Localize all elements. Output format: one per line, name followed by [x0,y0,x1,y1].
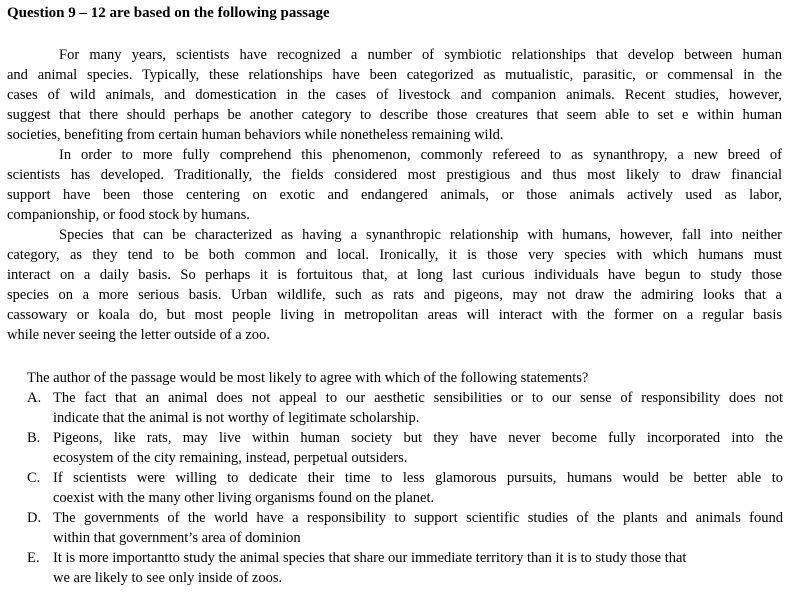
answer-choice-c[interactable] [27,468,783,508]
passage-heading: Question 9 – 12 are based on the following passage [7,5,330,21]
choice-line: The fact that an animal does not appeal to our aesthetic sensibilities or to our sense of responsibility does not [53,390,783,406]
paragraph-3 [7,225,782,345]
answer-choice-b[interactable] [27,428,783,468]
paragraph-1 [7,45,782,145]
question [27,368,783,588]
passage-line: and animal species. Typically, these relationships have been categorized as mutualistic, parasitic, or commensal in the [7,67,782,83]
passage-line: category, as they tend to be both common and local. Ironically, it is those very species with which humans must [7,247,782,263]
passage-line: In order to more fully comprehend this phenomenon, commonly refereed to as synanthropy, a new breed of [59,147,782,163]
passage [7,45,782,345]
choice-line: coexist with the many other living organisms found on the planet. [53,490,435,506]
choice-letter: B. [27,430,41,446]
choice-line: The governments of the world have a responsibility to support scientific studies of the plants and animals found [53,510,783,526]
choice-line: we are likely to see only inside of zoos. [53,570,283,586]
choice-text [53,508,783,548]
answer-choice-a[interactable] [27,388,783,428]
passage-line: support have been those centering on exotic and endangered animals, or those animals actively used as labor, [7,187,782,203]
answer-choice-d[interactable] [27,508,783,548]
choice-line: It is more importantto study the animal species that share our immediate territory than it is to study those that [53,550,687,566]
question-stem: The author of the passage would be most likely to agree with which of the following statements? [27,370,589,386]
passage-line: cassowary or koala do, but most people living in metropolitan areas will interact with the former on a regular basis [7,307,782,323]
choice-letter: A. [27,390,42,406]
passage-line: companionship, or food stock by humans. [7,207,250,223]
passage-line: while never seeing the letter outside of a zoo. [7,327,270,343]
choice-text [53,428,783,468]
passage-line: cases of wild animals, and domestication in the cases of livestock and companion animals. Recent studies, however, [7,87,782,103]
paragraph-2 [7,145,782,225]
choice-line: ecosystem of the city remaining, instead, perpetual outsiders. [53,450,408,466]
passage-line: scientists has developed. Traditionally, the fields considered most prestigious and thus most likely to draw financial [7,167,782,183]
choice-letter: D. [27,510,42,526]
choice-line: indicate that the animal is not worthy of legitimate scholarship. [53,410,420,426]
choice-letter: C. [27,470,41,486]
answer-choice-e[interactable] [27,548,783,588]
choice-text [53,548,783,588]
choice-line: If scientists were willing to dedicate their time to less glamorous pursuits, humans would be better able to [53,470,783,486]
choice-text [53,388,783,428]
passage-line: interact on a daily basis. So perhaps it is fortuitous that, at long last curious individuals have begun to study those [7,267,782,283]
passage-line: societies, benefiting from certain human behaviors while nonetheless remaining wild. [7,127,504,143]
choice-letter: E. [27,550,40,566]
choice-line: Pigeons, like rats, may live within human society but they have never become fully incorporated into the [53,430,783,446]
passage-line: species on a more serious basis. Urban wildlife, such as rats and pigeons, may not draw the admiring looks that a [7,287,782,303]
choice-line: within that government’s area of dominion [53,530,301,546]
passage-line: Species that can be characterized as having a synanthropic relationship with humans, however, fall into neither [59,227,782,243]
passage-line: For many years, scientists have recognized a number of symbiotic relationships that develop between human [59,47,782,63]
choice-text [53,468,783,508]
passage-line: suggest that there should perhaps be another category to describe those creatures that seem able to set e within human [7,107,782,123]
